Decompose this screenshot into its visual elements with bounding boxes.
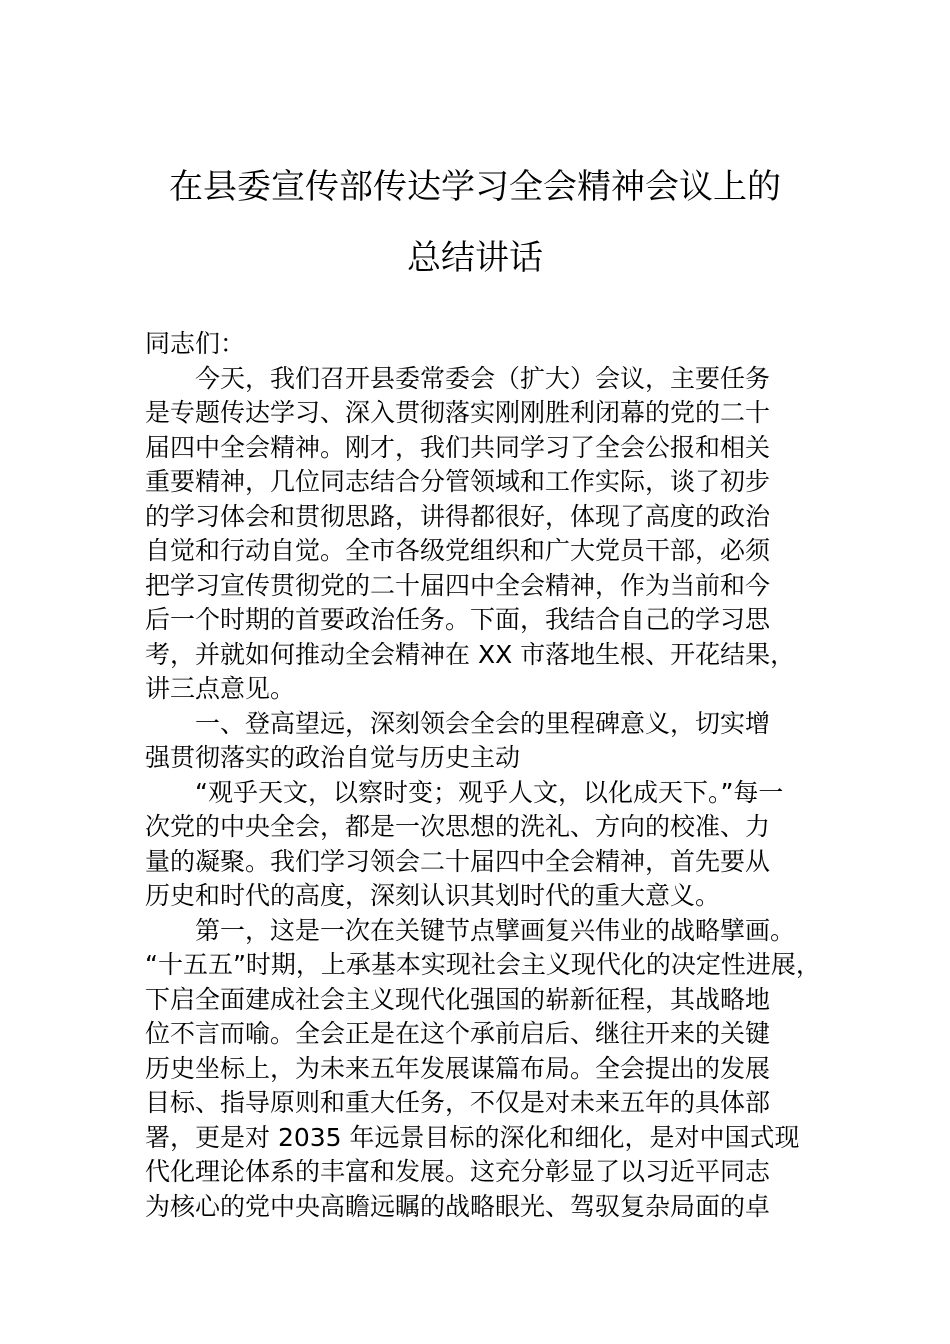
paragraph-line: “十五五”时期，上承基本实现社会主义现代化的决定性进展， <box>145 950 821 979</box>
paragraph-line: 今天，我们召开县委常委会（扩大）会议，主要任务 <box>195 363 771 393</box>
paragraph-line: 代化理论体系的丰富和发展。这充分彰显了以习近平同志 <box>145 1157 771 1186</box>
document-title-line-2: 总结讲话 <box>407 238 543 278</box>
paragraph-line: 位不言而喻。全会正是在这个承前启后、继往开来的关键 <box>145 1019 771 1048</box>
paragraph-line: 自觉和行动自觉。全市各级党组织和广大党员干部，必须 <box>145 536 771 565</box>
paragraph-line: 后一个时期的首要政治任务。下面，我结合自己的学习思 <box>145 605 771 634</box>
paragraph-line: 第一，这是一次在关键节点擘画复兴伟业的战略擘画。 <box>195 915 796 945</box>
heading-line: 一、登高望远，深刻领会全会的里程碑意义，切实增 <box>195 708 771 738</box>
section-heading-1 <box>145 707 835 776</box>
paragraph-line: 署，更是对 2035 年远景目标的深化和细化，是对中国式现 <box>145 1122 800 1152</box>
paragraph-line: 的学习体会和贯彻思路，讲得都很好，体现了高度的政治 <box>145 501 771 531</box>
paragraph-line: 下启全面建成社会主义现代化强国的崭新征程，其战略地 <box>145 984 771 1014</box>
paragraph-line: 历史坐标上，为未来五年发展谋篇布局。全会提出的发展 <box>145 1053 771 1083</box>
paragraph-line: 讲三点意见。 <box>145 674 296 703</box>
paragraph-line: 重要精神，几位同志结合分管领域和工作实际，谈了初步 <box>145 467 771 496</box>
paragraph-intro <box>145 362 835 707</box>
paragraph-line: 历史和时代的高度，深刻认识其划时代的重大意义。 <box>145 881 721 910</box>
salutation: 同志们： <box>145 329 246 358</box>
document-body <box>145 327 835 1224</box>
paragraph-first-point <box>145 914 835 1225</box>
paragraph-line: 目标、指导原则和重大任务，不仅是对未来五年的具体部 <box>145 1088 771 1117</box>
paragraph-line: 考，并就如何推动全会精神在 XX 市落地生根、开花结果， <box>145 639 796 669</box>
paragraph-line: 届四中全会精神。刚才，我们共同学习了全会公报和相关 <box>145 432 771 462</box>
paragraph-line: 是专题传达学习、深入贯彻落实刚刚胜利闭幕的党的二十 <box>145 398 771 427</box>
heading-line: 强贯彻落实的政治自觉与历史主动 <box>145 743 521 772</box>
paragraph-quote <box>145 776 835 914</box>
document-title-line-1: 在县委宣传部传达学习全会精神会议上的 <box>169 167 781 207</box>
paragraph-line: 次党的中央全会，都是一次思想的洗礼、方向的校准、力 <box>145 812 771 841</box>
paragraph-line: 为核心的党中央高瞻远瞩的战略眼光、驾驭复杂局面的卓 <box>145 1191 771 1221</box>
paragraph-line: 把学习宣传贯彻党的二十届四中全会精神，作为当前和今 <box>145 570 771 600</box>
paragraph-line: “观乎天文，以察时变；观乎人文，以化成天下。”每一 <box>195 777 784 807</box>
paragraph-line: 量的凝聚。我们学习领会二十届四中全会精神，首先要从 <box>145 846 771 876</box>
